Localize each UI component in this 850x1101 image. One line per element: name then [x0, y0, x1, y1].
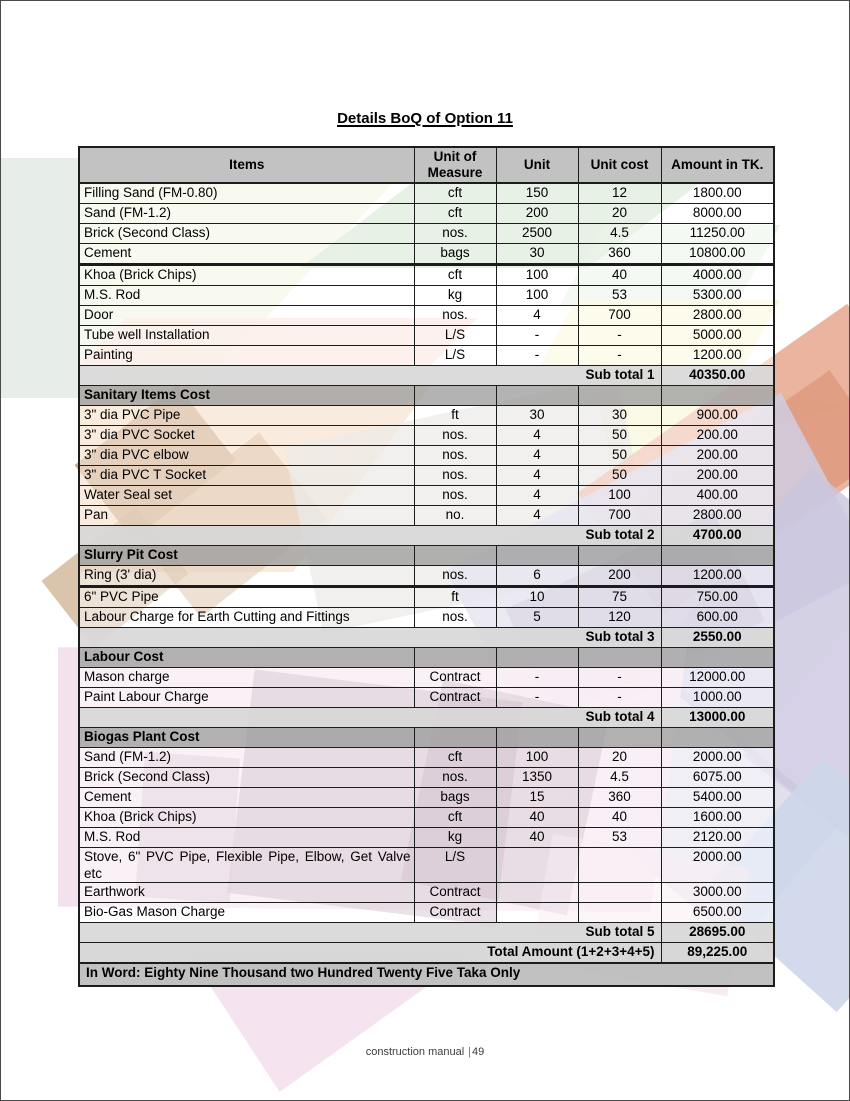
amount-cell: 12000.00 — [661, 668, 774, 688]
subtotal-amount: 28695.00 — [661, 923, 774, 943]
unit-cost-cell: 120 — [578, 608, 661, 628]
amount-cell: 5300.00 — [661, 286, 774, 306]
unit-cell — [496, 848, 578, 883]
table-row — [79, 265, 774, 286]
table-row — [79, 286, 774, 306]
amount-cell: 400.00 — [661, 486, 774, 506]
table-row — [79, 346, 774, 366]
table-row — [79, 466, 774, 486]
subtotal-amount: 4700.00 — [661, 526, 774, 546]
unit-of-measure-cell: no. — [414, 506, 496, 526]
amount-cell: 6075.00 — [661, 768, 774, 788]
unit-of-measure-cell: nos. — [414, 426, 496, 446]
table-row — [79, 848, 774, 883]
amount-cell: 2000.00 — [661, 748, 774, 768]
unit-cost-cell: 700 — [578, 506, 661, 526]
unit-cell: 10 — [496, 587, 578, 608]
item-name-cell: Cement — [79, 788, 414, 808]
item-name-cell: 6" PVC Pipe — [79, 587, 414, 608]
item-name-cell: Labour Charge for Earth Cutting and Fittings — [79, 608, 414, 628]
unit-cell: - — [496, 688, 578, 708]
unit-cost-cell: 360 — [578, 788, 661, 808]
empty-cell — [661, 546, 774, 566]
unit-cell: - — [496, 326, 578, 346]
unit-cost-cell: 20 — [578, 748, 661, 768]
section-header-row — [79, 386, 774, 406]
subtotal-label: Sub total 5 — [79, 923, 661, 943]
item-name-cell: Ring (3' dia) — [79, 566, 414, 587]
col-header-unit-of-measure: Unit of Measure — [414, 147, 496, 183]
table-row — [79, 446, 774, 466]
boq-table-body — [79, 183, 774, 986]
amount-cell: 1600.00 — [661, 808, 774, 828]
amount-cell: 750.00 — [661, 587, 774, 608]
table-row — [79, 808, 774, 828]
subtotal-label: Sub total 1 — [79, 366, 661, 386]
unit-cell — [496, 883, 578, 903]
unit-of-measure-cell: Contract — [414, 668, 496, 688]
unit-cost-cell: 40 — [578, 808, 661, 828]
unit-cell: 4 — [496, 426, 578, 446]
subtotal-row — [79, 526, 774, 546]
item-name-cell: Bio-Gas Mason Charge — [79, 903, 414, 923]
unit-of-measure-cell: cft — [414, 183, 496, 204]
subtotal-label: Sub total 3 — [79, 628, 661, 648]
unit-cell: 30 — [496, 406, 578, 426]
item-name-cell: Brick (Second Class) — [79, 768, 414, 788]
amount-cell: 600.00 — [661, 608, 774, 628]
empty-cell — [496, 546, 578, 566]
unit-cell: 40 — [496, 828, 578, 848]
table-row — [79, 788, 774, 808]
amount-cell: 5400.00 — [661, 788, 774, 808]
unit-cost-cell: 20 — [578, 204, 661, 224]
unit-cost-cell: 50 — [578, 466, 661, 486]
unit-cost-cell — [578, 883, 661, 903]
item-name-cell: 3" dia PVC T Socket — [79, 466, 414, 486]
unit-cost-cell: 100 — [578, 486, 661, 506]
table-row — [79, 224, 774, 244]
empty-cell — [496, 728, 578, 748]
unit-cell: 4 — [496, 446, 578, 466]
unit-cell: 100 — [496, 748, 578, 768]
table-row — [79, 506, 774, 526]
subtotal-label: Sub total 2 — [79, 526, 661, 546]
unit-cell: - — [496, 668, 578, 688]
unit-cell: 100 — [496, 286, 578, 306]
empty-cell — [414, 648, 496, 668]
section-title: Slurry Pit Cost — [79, 546, 414, 566]
table-row — [79, 688, 774, 708]
section-header-row — [79, 728, 774, 748]
item-name-cell: Cement — [79, 244, 414, 265]
item-name-cell: Brick (Second Class) — [79, 224, 414, 244]
table-row — [79, 903, 774, 923]
unit-cell: 15 — [496, 788, 578, 808]
section-header-row — [79, 648, 774, 668]
unit-of-measure-cell: nos. — [414, 768, 496, 788]
item-name-cell: Water Seal set — [79, 486, 414, 506]
item-name-cell: Pan — [79, 506, 414, 526]
unit-cell: 40 — [496, 808, 578, 828]
unit-of-measure-cell: cft — [414, 204, 496, 224]
boq-table-header — [79, 147, 774, 183]
unit-cost-cell: 4.5 — [578, 768, 661, 788]
unit-cost-cell: 30 — [578, 406, 661, 426]
unit-of-measure-cell: L/S — [414, 848, 496, 883]
empty-cell — [496, 386, 578, 406]
amount-cell: 1800.00 — [661, 183, 774, 204]
subtotal-amount: 13000.00 — [661, 708, 774, 728]
col-header-unit: Unit — [496, 147, 578, 183]
unit-of-measure-cell: kg — [414, 828, 496, 848]
unit-of-measure-cell: bags — [414, 244, 496, 265]
amount-cell: 200.00 — [661, 426, 774, 446]
amount-cell: 1200.00 — [661, 346, 774, 366]
empty-cell — [578, 648, 661, 668]
amount-cell: 900.00 — [661, 406, 774, 426]
empty-cell — [414, 546, 496, 566]
empty-cell — [661, 728, 774, 748]
amount-cell: 1000.00 — [661, 688, 774, 708]
unit-cost-cell: - — [578, 326, 661, 346]
unit-cost-cell: 53 — [578, 828, 661, 848]
table-row — [79, 406, 774, 426]
boq-table — [78, 146, 775, 987]
header-row — [79, 147, 774, 183]
empty-cell — [578, 728, 661, 748]
total-label: Total Amount (1+2+3+4+5) — [79, 943, 661, 964]
item-name-cell: M.S. Rod — [79, 286, 414, 306]
unit-of-measure-cell: kg — [414, 286, 496, 306]
empty-cell — [496, 648, 578, 668]
amount-cell: 2800.00 — [661, 306, 774, 326]
item-name-cell: Khoa (Brick Chips) — [79, 808, 414, 828]
col-header-amount: Amount in TK. — [661, 147, 774, 183]
amount-cell: 6500.00 — [661, 903, 774, 923]
subtotal-amount: 2550.00 — [661, 628, 774, 648]
unit-of-measure-cell: Contract — [414, 903, 496, 923]
amount-in-words-row — [79, 963, 774, 986]
unit-of-measure-cell: nos. — [414, 566, 496, 587]
unit-cost-cell: - — [578, 346, 661, 366]
amount-cell: 11250.00 — [661, 224, 774, 244]
amount-cell: 200.00 — [661, 466, 774, 486]
item-name-cell: Tube well Installation — [79, 326, 414, 346]
unit-of-measure-cell: cft — [414, 748, 496, 768]
unit-cell: 2500 — [496, 224, 578, 244]
unit-of-measure-cell: nos. — [414, 224, 496, 244]
unit-cost-cell: 50 — [578, 426, 661, 446]
table-row — [79, 668, 774, 688]
item-name-cell: Door — [79, 306, 414, 326]
table-row — [79, 486, 774, 506]
item-name-cell: M.S. Rod — [79, 828, 414, 848]
table-row — [79, 426, 774, 446]
item-name-cell: Sand (FM-1.2) — [79, 748, 414, 768]
item-name-cell: Stove, 6" PVC Pipe, Flexible Pipe, Elbow, Get Valve etc — [79, 848, 414, 883]
table-row — [79, 306, 774, 326]
amount-cell: 8000.00 — [661, 204, 774, 224]
table-row — [79, 204, 774, 224]
unit-cost-cell: - — [578, 688, 661, 708]
unit-cell: 1350 — [496, 768, 578, 788]
total-row — [79, 943, 774, 964]
empty-cell — [661, 648, 774, 668]
item-name-cell: Painting — [79, 346, 414, 366]
unit-cell: 150 — [496, 183, 578, 204]
unit-of-measure-cell: nos. — [414, 466, 496, 486]
amount-cell: 2800.00 — [661, 506, 774, 526]
unit-cell: 4 — [496, 506, 578, 526]
footer-separator: | — [468, 1046, 472, 1058]
item-name-cell: Earthwork — [79, 883, 414, 903]
unit-cell: 4 — [496, 306, 578, 326]
unit-of-measure-cell: cft — [414, 808, 496, 828]
item-name-cell: 3" dia PVC Socket — [79, 426, 414, 446]
amount-cell: 4000.00 — [661, 265, 774, 286]
amount-cell: 2000.00 — [661, 848, 774, 883]
empty-cell — [661, 386, 774, 406]
section-title: Labour Cost — [79, 648, 414, 668]
unit-of-measure-cell: bags — [414, 788, 496, 808]
table-row — [79, 587, 774, 608]
item-name-cell: 3" dia PVC elbow — [79, 446, 414, 466]
unit-of-measure-cell: cft — [414, 265, 496, 286]
subtotal-row — [79, 923, 774, 943]
unit-cell — [496, 903, 578, 923]
empty-cell — [414, 386, 496, 406]
unit-cost-cell: 12 — [578, 183, 661, 204]
table-row — [79, 326, 774, 346]
unit-cost-cell: 53 — [578, 286, 661, 306]
footer-label: construction manual — [365, 1046, 465, 1058]
subtotal-row — [79, 708, 774, 728]
unit-of-measure-cell: nos. — [414, 306, 496, 326]
amount-cell: 200.00 — [661, 446, 774, 466]
amount-cell: 10800.00 — [661, 244, 774, 265]
unit-cost-cell: 4.5 — [578, 224, 661, 244]
unit-cell: - — [496, 346, 578, 366]
subtotal-label: Sub total 4 — [79, 708, 661, 728]
item-name-cell: Filling Sand (FM-0.80) — [79, 183, 414, 204]
table-row — [79, 183, 774, 204]
section-header-row — [79, 546, 774, 566]
unit-cell: 6 — [496, 566, 578, 587]
total-amount: 89,225.00 — [661, 943, 774, 964]
unit-cost-cell — [578, 903, 661, 923]
unit-of-measure-cell: nos. — [414, 486, 496, 506]
unit-of-measure-cell: ft — [414, 587, 496, 608]
unit-cell: 4 — [496, 486, 578, 506]
subtotal-row — [79, 366, 774, 386]
unit-cost-cell — [578, 848, 661, 883]
page-title-text: Details BoQ of Option 11 — [337, 110, 513, 127]
col-header-unit-cost: Unit cost — [578, 147, 661, 183]
unit-cell: 30 — [496, 244, 578, 265]
table-row — [79, 566, 774, 587]
col-header-items: Items — [79, 147, 414, 183]
item-name-cell: Sand (FM-1.2) — [79, 204, 414, 224]
empty-cell — [578, 546, 661, 566]
page-footer — [0, 1046, 850, 1058]
unit-cost-cell: 75 — [578, 587, 661, 608]
subtotal-amount: 40350.00 — [661, 366, 774, 386]
unit-of-measure-cell: L/S — [414, 346, 496, 366]
unit-cost-cell: - — [578, 668, 661, 688]
item-name-cell: Khoa (Brick Chips) — [79, 265, 414, 286]
unit-cost-cell: 700 — [578, 306, 661, 326]
unit-of-measure-cell: ft — [414, 406, 496, 426]
table-row — [79, 768, 774, 788]
unit-of-measure-cell: nos. — [414, 608, 496, 628]
unit-cost-cell: 40 — [578, 265, 661, 286]
amount-cell: 3000.00 — [661, 883, 774, 903]
table-row — [79, 244, 774, 265]
table-row — [79, 828, 774, 848]
table-row — [79, 748, 774, 768]
unit-of-measure-cell: Contract — [414, 688, 496, 708]
item-name-cell: Mason charge — [79, 668, 414, 688]
section-title: Biogas Plant Cost — [79, 728, 414, 748]
unit-cell: 5 — [496, 608, 578, 628]
unit-cell: 200 — [496, 204, 578, 224]
empty-cell — [578, 386, 661, 406]
unit-of-measure-cell: L/S — [414, 326, 496, 346]
amount-cell: 2120.00 — [661, 828, 774, 848]
item-name-cell: Paint Labour Charge — [79, 688, 414, 708]
table-row — [79, 883, 774, 903]
unit-cell: 4 — [496, 466, 578, 486]
unit-of-measure-cell: Contract — [414, 883, 496, 903]
unit-cell: 100 — [496, 265, 578, 286]
unit-cost-cell: 200 — [578, 566, 661, 587]
empty-cell — [414, 728, 496, 748]
table-row — [79, 608, 774, 628]
unit-of-measure-cell: nos. — [414, 446, 496, 466]
amount-in-words: In Word: Eighty Nine Thousand two Hundred Twenty Five Taka Only — [79, 963, 774, 986]
amount-cell: 5000.00 — [661, 326, 774, 346]
subtotal-row — [79, 628, 774, 648]
unit-cost-cell: 50 — [578, 446, 661, 466]
amount-cell: 1200.00 — [661, 566, 774, 587]
page-title — [0, 110, 850, 127]
footer-page-number: 49 — [472, 1046, 485, 1058]
unit-cost-cell: 360 — [578, 244, 661, 265]
section-title: Sanitary Items Cost — [79, 386, 414, 406]
item-name-cell: 3" dia PVC Pipe — [79, 406, 414, 426]
